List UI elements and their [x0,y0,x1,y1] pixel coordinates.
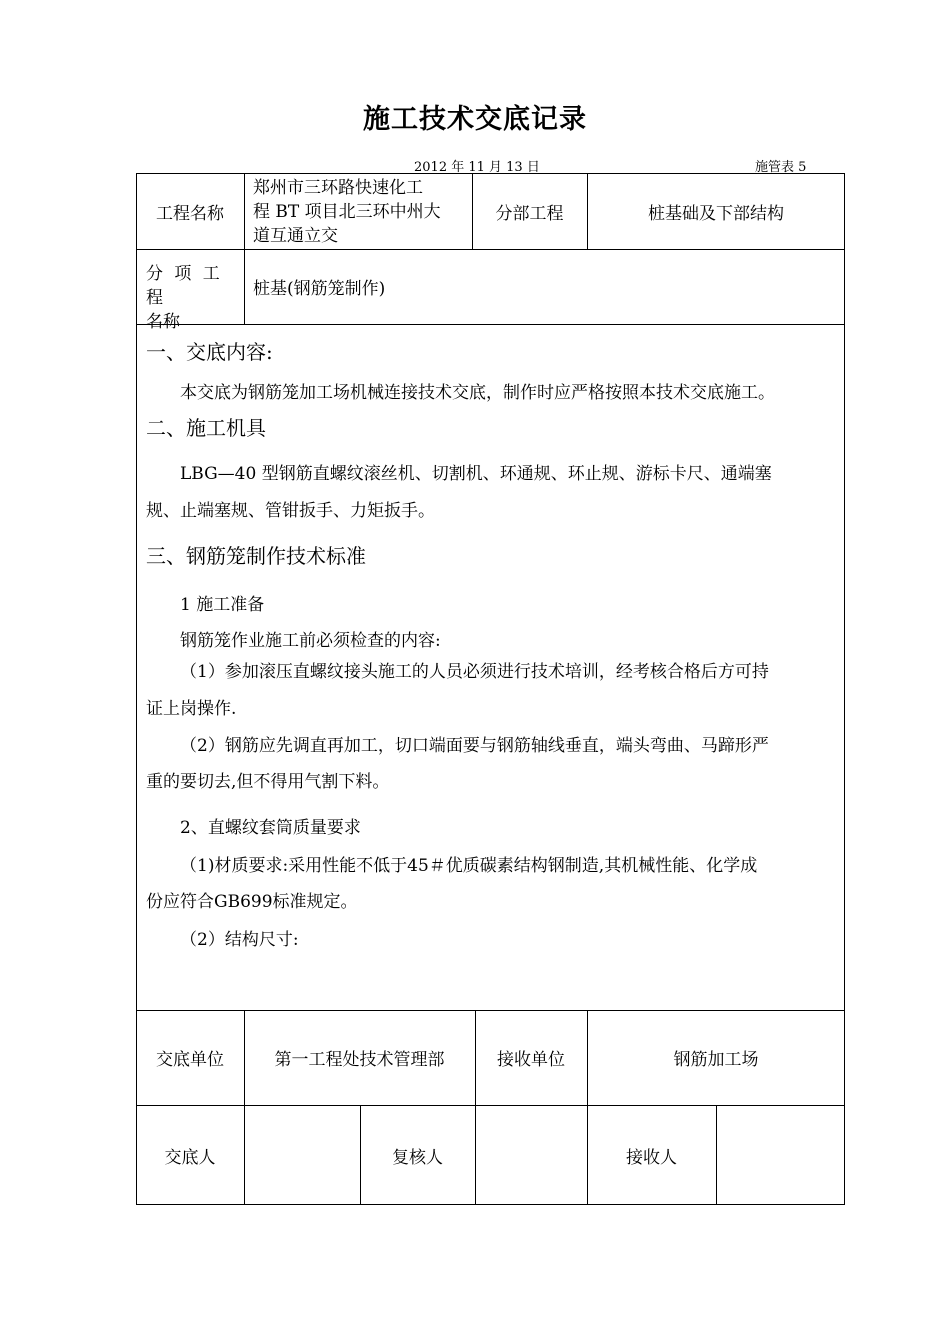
receiver-person-label: 接收人 [626,1147,677,1168]
reviewer-value [475,1105,587,1205]
prep-heading: 1 施工准备 [180,595,265,615]
receiver-person-value [716,1105,845,1205]
record-date: 2012 年 11 月 13 日 [414,160,540,175]
reviewer-label: 复核人 [392,1147,443,1168]
item-name-label: 分 项 工 程 名称 [146,264,223,332]
prep-item1-line1: （1）参加滚压直螺纹接头施工的人员必须进行技术培训，经考核合格后方可持 [180,662,769,682]
section1-text: 本交底为钢筋笼加工场机械连接技术交底，制作时应严格按照本技术交底施工。 [180,383,775,403]
sleeve-heading: 2、直螺纹套筒质量要求 [180,818,361,838]
section1-heading: 一、交底内容: [146,340,273,364]
sub-project-label: 分部工程 [495,203,564,224]
item-name-value: 桩基(钢筋笼制作) [253,279,386,299]
rule-col1 [244,173,245,324]
sleeve-item1-line2: 份应符合GB699标准规定。 [146,892,358,912]
form-number: 施管表 5 [755,160,807,175]
issuer-unit-value: 第一工程处技术管理部 [274,1050,445,1070]
sleeve-item1-line1: （1)材质要求:采用性能不低于45＃优质碳素结构钢制造,其机械性能、化学成 [180,856,758,876]
project-name-value: 郑州市三环路快速化工 程 BT 项目北三环中州大 道互通立交 [253,178,441,246]
sleeve-item2: （2）结构尺寸: [180,930,299,950]
section2-line2: 规、止端塞规、管钳扳手、力矩扳手。 [146,501,435,521]
receiver-unit-label: 接收单位 [497,1050,565,1070]
issuer-unit-label: 交底单位 [156,1050,224,1070]
rule-row1 [136,249,845,250]
issuer-person-value [244,1105,360,1205]
prep-intro: 钢筋笼作业施工前必须检查的内容: [180,631,441,651]
sub-project-value: 桩基础及下部结构 [648,203,784,224]
issuer-person-label: 交底人 [164,1147,216,1168]
prep-item2-line2: 重的要切去,但不得用气割下料。 [146,772,390,792]
section2-line1: LBG—40 型钢筋直螺纹滚丝机、切割机、环通规、环止规、游标卡尺、通端塞 [180,464,772,484]
section2-heading: 二、施工机具 [146,416,266,440]
document-title: 施工技术交底记录 [363,104,587,135]
receiver-unit-value: 钢筋加工场 [673,1050,759,1070]
section3-heading: 三、钢筋笼制作技术标准 [146,544,366,568]
project-name-label: 工程名称 [156,203,224,224]
prep-item2-line1: （2）钢筋应先调直再加工，切口端面要与钢筋轴线垂直，端头弯曲、马蹄形严 [180,736,769,756]
rule-row2 [136,324,845,325]
prep-item1-line2: 证上岗操作. [146,699,237,719]
